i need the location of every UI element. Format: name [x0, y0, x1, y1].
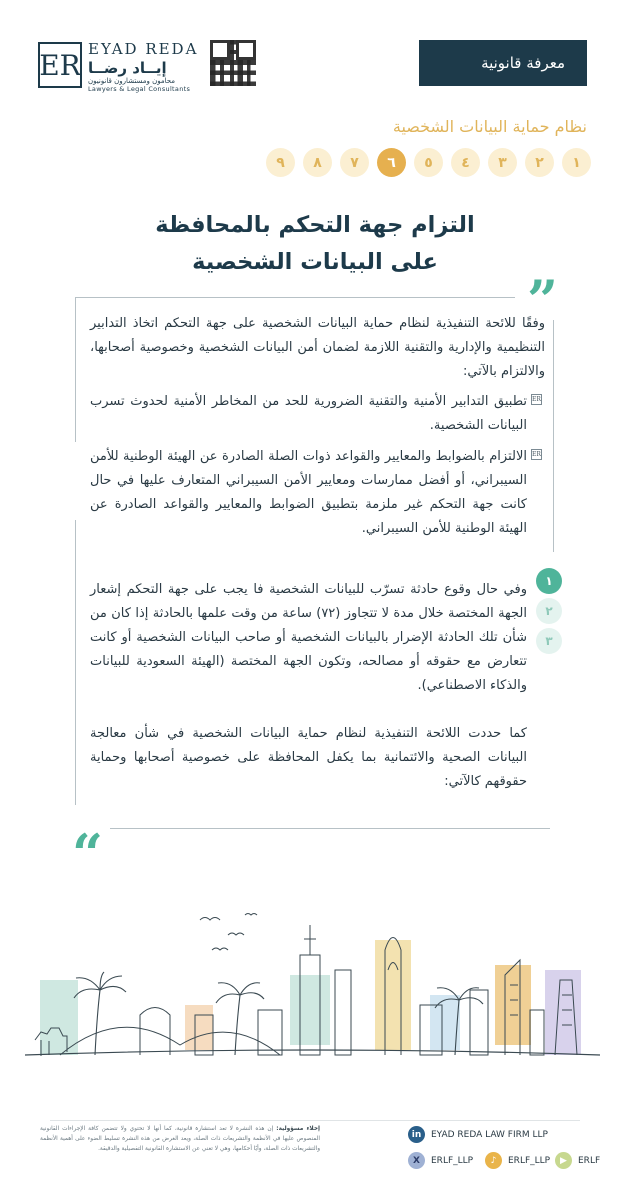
disclaimer-label: إخلاء مسؤولية:	[276, 1126, 320, 1132]
linkedin-link[interactable]	[408, 1126, 548, 1143]
frame-top-line	[75, 297, 515, 298]
title-line-2: على البيانات الشخصية	[192, 249, 438, 275]
frame-bottom-line	[110, 828, 550, 829]
bullet-logo-icon: ER	[532, 396, 541, 403]
riyadh-skyline-illustration	[0, 895, 627, 1095]
frame-left-line-lower	[75, 520, 76, 805]
bullet-item-2: الالتزام بالضوابط والمعايير والقواعد ذوات الصلة الصادرة عن الهيئة الوطنية للأمن السيبراني، أو أفضل ممارسات ومعايير الأمن السيبراني المتعارف عليها في حال كانت جهة التحكم غير ملزمة بتطبيق الضوابط والمعايير والقواعد الصادرة عن الهيئة الوطنية للأمن السيبراني.	[90, 449, 527, 536]
category-tag-label: معرفة قانونية	[481, 54, 565, 72]
side-number-3: ٣	[536, 628, 562, 654]
bullet-item-1: تطبيق التدابير الأمنية والتقنية الضرورية للحد من المخاطر الأمنية لحدوث تسرب البيانات الشخصية.	[90, 394, 527, 433]
play-icon: ▶	[555, 1152, 572, 1169]
other-handle: ERLF	[578, 1155, 601, 1166]
closing-paragraph: كما حددت اللائحة التنفيذية لنظام حماية البيانات الشخصية في شأن معالجة البيانات الصحية والائتمانية بما يكفل المحافظة على خصوصية أصحابها وحماية حقوقهم كالآتي:	[90, 726, 527, 789]
tiktok-link[interactable]	[485, 1152, 550, 1169]
disclaimer-text: إن هذه النشرة لا تعد استشارة قانونية، كما أنها لا تحتوي ولا تتضمن كافة الإجراءات القانونية المنصوص عليها في الأنظمة والتشريعات ذات الصلة، ويعد الغرض من هذه النشرة تسليط الضوء على أهمية الأنظمة والتشريعات ذات الصلة، وأيًا أحكامها، وهي لا تغني عن الاستشارة القانونية التفصيلية والدقيقة.	[40, 1126, 320, 1152]
frame-right-line	[553, 320, 554, 552]
linkedin-icon: in	[408, 1126, 425, 1143]
side-number-1: ١	[536, 568, 562, 594]
logo-subtitle-en: Lawyers & Legal Consultants	[88, 85, 191, 93]
tiktok-icon: ♪	[485, 1152, 502, 1169]
qr-code[interactable]	[210, 40, 256, 86]
step-7: ٧	[340, 148, 369, 177]
x-handle: ERLF_LLP	[431, 1155, 474, 1166]
x-icon: X	[408, 1152, 425, 1169]
firm-logo	[88, 40, 208, 93]
step-3: ٣	[488, 148, 517, 177]
step-9: ٩	[266, 148, 295, 177]
bullet-logo-icon: ER	[532, 451, 541, 458]
step-6-active: ٦	[377, 148, 406, 177]
step-1: ١	[562, 148, 591, 177]
step-4: ٤	[451, 148, 480, 177]
tiktok-handle: ERLF_LLP	[508, 1155, 551, 1166]
logo-subtitle-ar: محامون ومستشارون قانونيون	[88, 77, 175, 85]
series-title: نظام حماية البيانات الشخصية	[392, 117, 587, 136]
youtube-link[interactable]	[555, 1152, 600, 1169]
step-8: ٨	[303, 148, 332, 177]
intro-paragraph: وفقًا للائحة التنفيذية لنظام حماية البيانات الشخصية على جهة التحكم اتخاذ التدابير التنظيمية والإدارية والتقنية اللازمة لضمان أمن البيانات الشخصية وخصوصية أصحابها، والالتزام بالآتي:	[90, 316, 545, 379]
title-line-1: التزام جهة التحكم بالمحافظة	[155, 212, 475, 238]
step-2: ٢	[525, 148, 554, 177]
quote-open-icon: ”	[527, 268, 559, 332]
linkedin-handle: EYAD REDA LAW FIRM LLP	[431, 1129, 548, 1140]
frame-left-line	[75, 297, 76, 442]
footer-separator	[50, 1120, 580, 1121]
logo-name-en: EYAD REDA	[88, 40, 199, 58]
quote-close-icon: “	[72, 822, 104, 886]
logo-name-ar: إيــاد رضــا	[88, 59, 167, 77]
page-title	[60, 207, 570, 281]
breach-paragraph: وفي حال وقوع حادثة تسرّب للبيانات الشخصية فا يجب على جهة التحكم إشعار الجهة المختصة خلال مدة لا تتجاوز (٧٢) ساعة من وقت علمها بالحادثة إذا كان من شأن تلك الحادثة الإضرار بالبيانات الشخصية أو صاحب البيانات الشخصية أو كانت تتعارض مع حقوقه أو مصالحه، وتكون الجهة المختصة (الهيئة السعودية للبيانات والذكاء الاصطناعي).	[90, 582, 527, 693]
logo-mark: ER	[38, 42, 82, 88]
step-indicator	[266, 148, 591, 177]
step-5: ٥	[414, 148, 443, 177]
side-number-2: ٢	[536, 598, 562, 624]
category-tag	[419, 40, 587, 86]
disclaimer	[40, 1124, 320, 1154]
x-link[interactable]	[408, 1152, 473, 1169]
